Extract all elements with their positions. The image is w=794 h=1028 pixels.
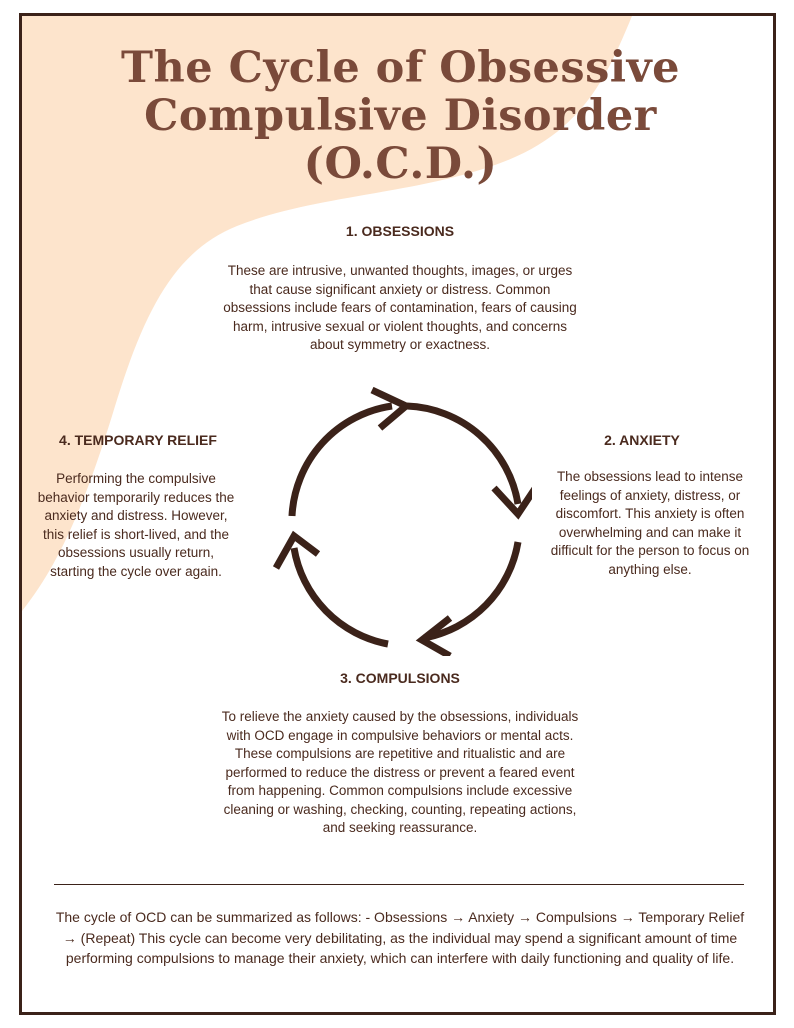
- page-title: [22, 44, 776, 188]
- summary-text: The cycle of OCD can be summarized as follows: - Obsessions → Anxiety → Compulsions → Temporary Relief → (Repeat) This cycle can become very debilitating, as the individual may spend a significant amount of time performing compulsions to manage their anxiety, which can interfere with daily functioning and quality of life.: [55, 909, 745, 966]
- divider-line: [54, 884, 744, 885]
- title-line-3: (O.C.D.): [303, 139, 498, 189]
- arc-relief-to-obsessions: [292, 406, 392, 516]
- arc-obsessions-to-anxiety: [407, 406, 518, 504]
- title-line-2: Compulsive Disorder: [144, 91, 657, 141]
- compulsions-heading: 3. COMPULSIONS: [340, 670, 460, 686]
- title-line-1: The Cycle of Obsessive: [121, 43, 680, 93]
- obsessions-text: These are intrusive, unwanted thoughts, images, or urges that cause significant anxiety or distress. Common obsessions include fears of contamination, fears of causing harm, intrusive sexual or violent thoughts, and concerns about symmetry or exactness.: [223, 263, 577, 352]
- anxiety-text: The obsessions lead to intense feelings of anxiety, distress, or discomfort. This anxiety is often overwhelming and can make it difficult for the person to focus on anything else.: [550, 469, 750, 577]
- circular-arrows-icon: [262, 386, 532, 656]
- arc-compulsions-to-relief: [294, 548, 388, 644]
- anxiety-heading: 2. ANXIETY: [604, 432, 680, 448]
- compulsions-text: To relieve the anxiety caused by the obsessions, individuals with OCD engage in compulsive behaviors or mental acts. These compulsions are repetitive and ritualistic and are performed to reduce the distress or prevent a feared event from happening. Common compulsions include excessive cleaning or washing, checking, counting, repeating actions, and seeking reassurance.: [221, 709, 579, 835]
- obsessions-heading: 1. OBSESSIONS: [345, 223, 455, 239]
- relief-heading: 4. TEMPORARY RELIEF: [59, 432, 217, 448]
- infographic-frame: [19, 13, 776, 1015]
- relief-text: Performing the compulsive behavior temporarily reduces the anxiety and distress. However, this relief is short-lived, and the obsessions usually return, starting the cycle over again.: [37, 471, 235, 579]
